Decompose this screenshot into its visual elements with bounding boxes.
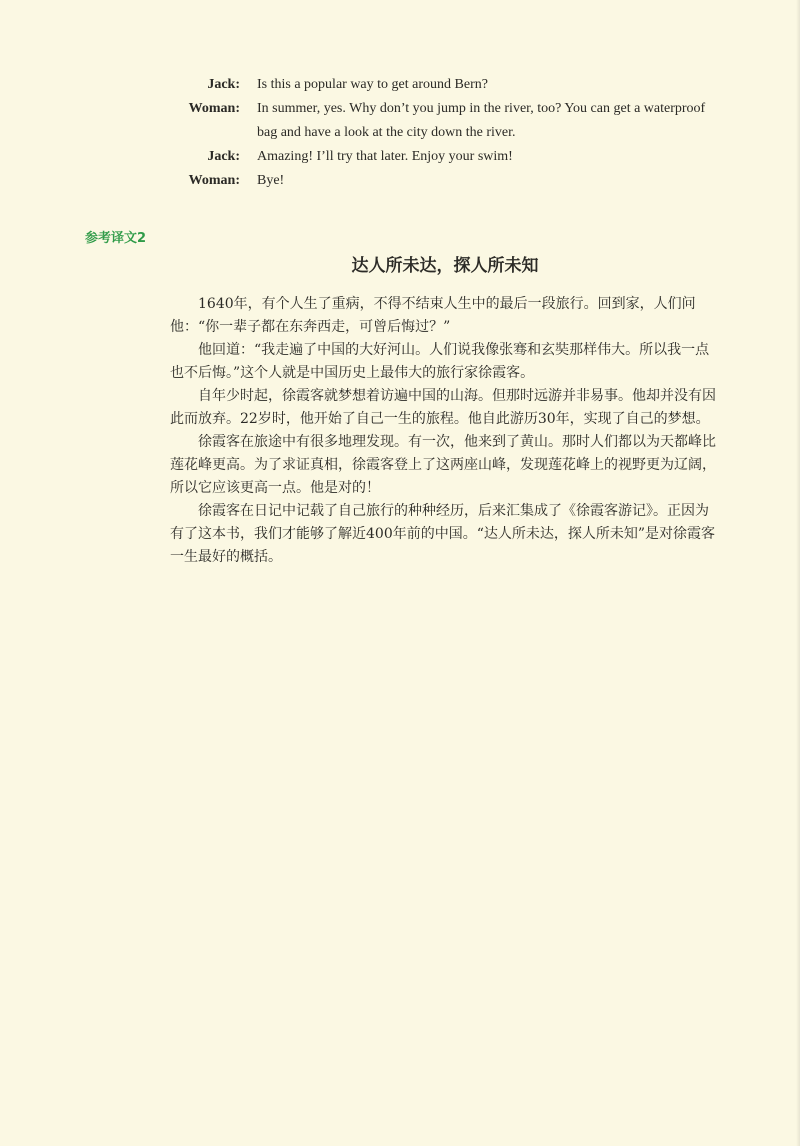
speaker-label: Woman: [188, 173, 240, 188]
speaker-label: Jack: [207, 149, 240, 164]
section-label: 参考译文2 [85, 231, 147, 246]
dialogue-line [180, 73, 725, 97]
article-paragraph: 他回道：“我走遍了中国的大好河山。人们说我像张骞和玄奘那样伟大。所以我一点也不后悔。”这个人就是中国历史上最伟大的旅行家徐霞客。 [170, 342, 710, 381]
article-paragraph: 自年少时起，徐霞客就梦想着访遍中国的山海。但那时远游并非易事。他却并没有因此而放弃。22岁时，他开始了自己一生的旅程。他自此游历30年，实现了自己的梦想。 [170, 388, 716, 427]
speaker-label: Jack: [207, 77, 240, 92]
speech-text: Amazing! I’ll try that later. Enjoy your swim! [257, 149, 513, 164]
speech-text: Is this a popular way to get around Bern? [257, 77, 488, 92]
dialogue-line [180, 145, 725, 169]
speech-text: Bye! [257, 173, 285, 188]
page-edge-shadow [796, 0, 800, 1146]
dialogue-line [180, 97, 725, 145]
dialogue-block [180, 73, 725, 193]
speaker-label: Woman: [188, 101, 240, 116]
article-paragraph: 徐霞客在日记中记载了自己旅行的种种经历，后来汇集成了《徐霞客游记》。正因为有了这本书，我们才能够了解近400年前的中国。“达人所未达，探人所未知”是对徐霞客一生最好的概括。 [170, 503, 716, 565]
speech-text: In summer, yes. Why don’t you jump in the river, too? You can get a waterproof bag and have a look at the city down the river. [257, 101, 706, 140]
article-body [170, 293, 720, 569]
article-paragraph: 徐霞客在旅途中有很多地理发现。有一次，他来到了黄山。那时人们都以为天都峰比莲花峰更高。为了求证真相，徐霞客登上了这两座山峰，发现莲花峰上的视野更为辽阔，所以它应该更高一点。他是对的！ [170, 434, 716, 496]
dialogue-line [180, 169, 725, 193]
article-paragraph: 1640年，有个人生了重病，不得不结束人生中的最后一段旅行。回到家，人们问他：“你一辈子都在东奔西走，可曾后悔过？” [170, 296, 696, 335]
article-title: 达人所未达，探人所未知 [351, 256, 539, 276]
